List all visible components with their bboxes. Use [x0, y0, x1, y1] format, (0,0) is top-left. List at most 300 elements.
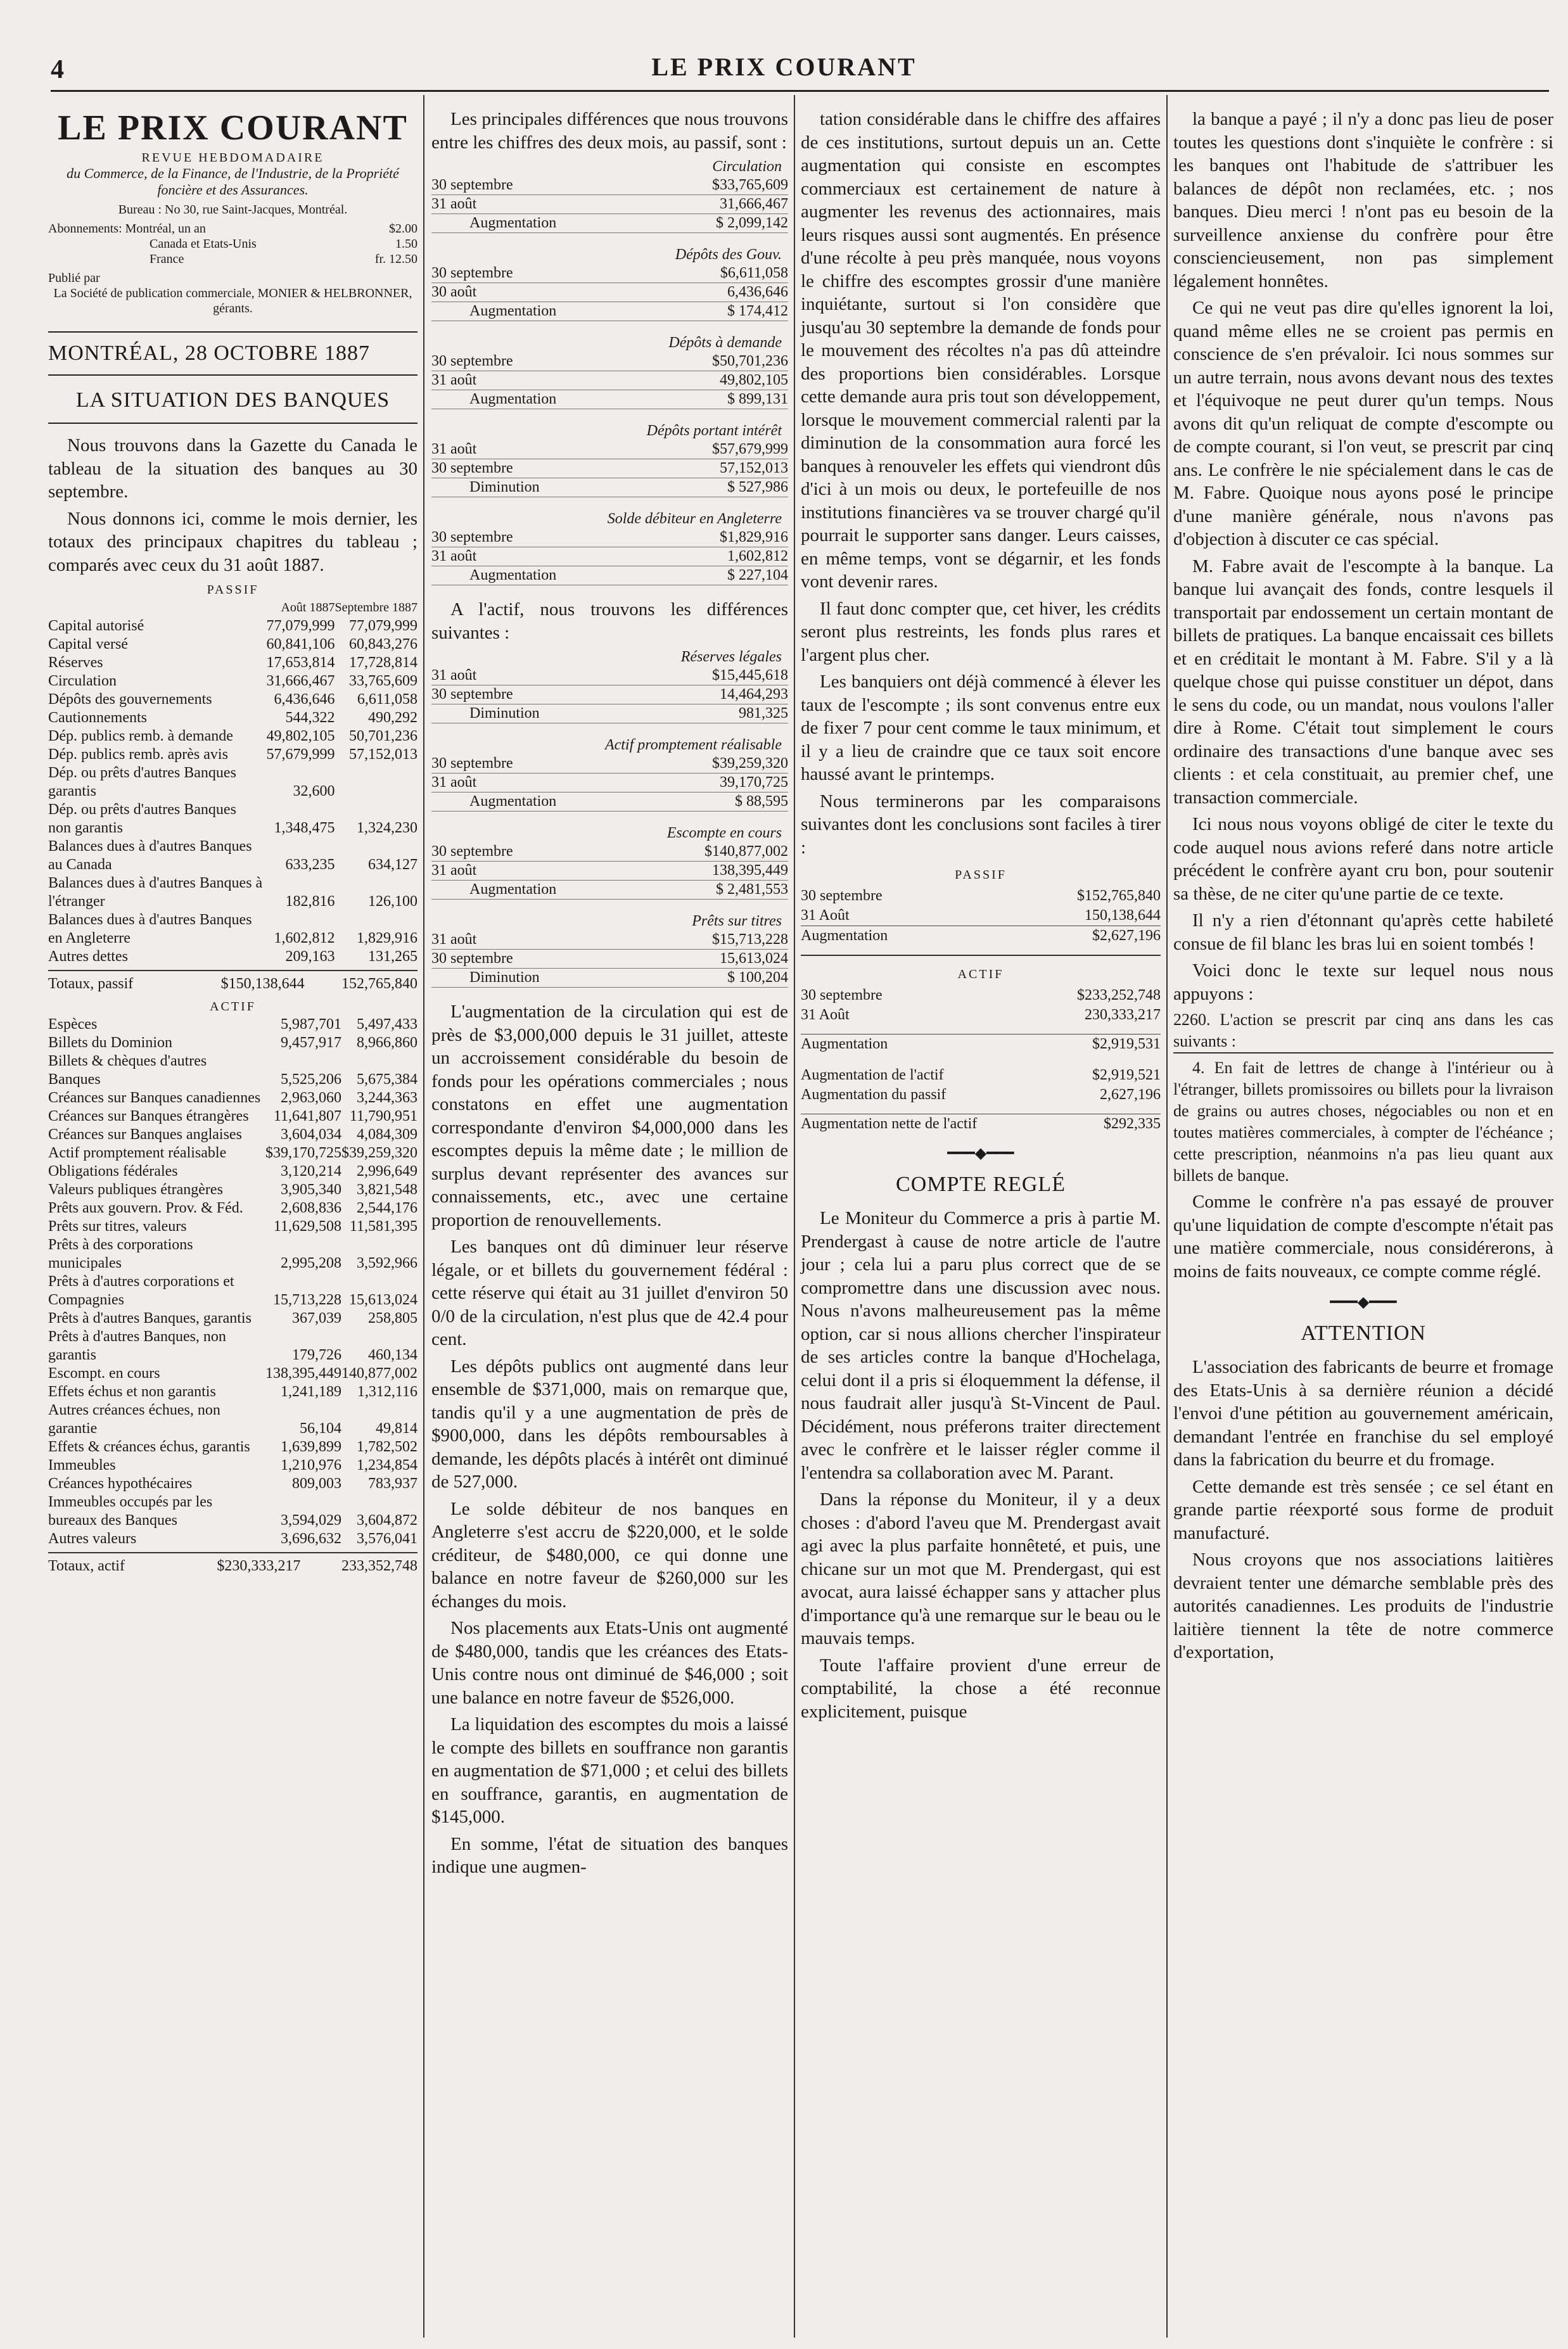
comparison-row [431, 931, 788, 950]
comparison-heading: Dépôts portant intérêt [646, 423, 782, 439]
row-label: 30 septembre [431, 686, 513, 703]
comparison-row [431, 195, 788, 214]
row-value: $1,829,916 [720, 529, 788, 545]
paragraph: En somme, l'état de situation des banques indique une augmen- [431, 1833, 788, 1877]
row-label: 30 août [431, 284, 477, 300]
publisher: La Société de publication commerciale, MONIER & HELBRONNER, gérants. [53, 286, 412, 315]
row-value: 33,765,609 [349, 673, 417, 689]
table-row [48, 837, 417, 874]
result-label: Augmentation [469, 567, 557, 583]
paragraph: tation considérable dans le chiffre des affaires de ces institutions, surtout depuis un an. Cette augmentation qui consiste en escomptes commerciaux est certainement de nature à augmenter les revenus des actionnaires, mais leurs risques aussi sont augmentés. En présence d'une récolte à peu près manquée, nous voyons le chiffre des escomptes grossir d'une manière inquiétante, surtout si l'on considère que jusqu'au 30 septembre la demande de fonds pour le mouvement des récoltes n'a pas dû atteindre des proportions bien considérables. Lorsque cette demande aura pris tout son développement, lorsque le mouvement commercial ralenti par la diminution de la consommation aura forcé les banques à renouveler les effets qui viendront dûs d'ici à un mois ou deux, le portefeuille de nos institutions financières va se trouver chargé qu'il pourrait le supporter sans danger. Leurs caisses, en même temps, vont se dégarnir, et les fonds vont devenir rares. [801, 109, 1161, 592]
row-label: Autres créances échues, non garantie [48, 1402, 220, 1437]
article-title: ATTENTION [1301, 1321, 1426, 1345]
row-value: 3,120,214 [281, 1163, 341, 1180]
row-value: 138,395,449 [712, 862, 788, 879]
table-row [48, 1273, 417, 1309]
paragraph: Le Moniteur du Commerce a pris à partie M. Prendergast à cause de notre article de l'autre jour ; cela lui a paru plus correct que de se compromettre dans une discussion avec nous. Nous n'avons malheureusement pas la même option, car si nous allions chercher l'inspirateur de ses articles contre la banque d'Hochelaga, celui dont il a pris si éloquemment la défense, il nous faudrait aller jusqu'à St-Vincent de Paul. Décidément, nous préferons traiter directement avec le confrère et le laisser régler comme il l'entendra sa collaboration avec M. Parant. [801, 1208, 1161, 1483]
result-value: $ 100,204 [727, 969, 788, 986]
row-label: 31 août [431, 931, 477, 948]
row-label: Espèces [48, 1016, 98, 1033]
result-label: Diminution [469, 705, 540, 722]
column-rule [1166, 95, 1168, 2338]
row-value: 1,602,812 [727, 548, 788, 564]
table-heading: PASSIF [207, 583, 259, 597]
table-row [801, 886, 1161, 906]
comparison-row [431, 352, 788, 371]
column-rule [794, 95, 795, 2338]
row-value: 3,821,548 [357, 1181, 417, 1198]
row-label: 30 septembre [431, 460, 513, 476]
row-value: $39,259,320 [341, 1145, 417, 1161]
col-header: Septembre 1887 [335, 601, 417, 614]
comparison-row [431, 773, 788, 793]
row-value: 367,039 [292, 1310, 341, 1327]
row-value: 11,790,951 [349, 1108, 417, 1124]
table-heading: ACTIF [210, 1000, 256, 1014]
table-row [48, 1107, 417, 1126]
result-value: $ 88,595 [735, 793, 788, 810]
subscription-price: 1.50 [395, 237, 417, 251]
row-value: $2,919,521 [1092, 1067, 1161, 1083]
comparison-result [431, 969, 788, 988]
row-value: 32,600 [293, 783, 335, 799]
subscription-price: $2.00 [389, 222, 417, 236]
header-rule [51, 90, 1549, 92]
row-label: Créances sur Banques canadiennes [48, 1090, 261, 1106]
row-label: Augmentation nette de l'actif [801, 1116, 978, 1132]
total-label: Totaux, passif [48, 976, 134, 992]
row-label: Balances dues à d'autres Banques en Angleterre [48, 912, 252, 946]
code-quotation [1173, 1009, 1553, 1187]
row-value: 57,679,999 [266, 746, 335, 763]
comparison-row [431, 685, 788, 704]
row-label: 31 août [431, 372, 477, 388]
total-value: 152,765,840 [341, 976, 417, 992]
comparison-result [431, 302, 788, 321]
row-value: 15,613,024 [720, 950, 788, 967]
row-label: Actif promptement réalisable [48, 1145, 227, 1161]
row-label: Valeurs publiques étrangères [48, 1181, 223, 1198]
row-value: 4,084,309 [357, 1126, 417, 1143]
row-value: 1,639,899 [281, 1439, 341, 1455]
total-value: 233,352,748 [341, 1558, 417, 1574]
masthead-tagline: du Commerce, de la Finance, de l'Industrie, de la Propriété foncière et des Assurances. [67, 165, 399, 198]
paragraph: L'association des fabricants de beurre et fromage des Etats-Unis à sa dernière réunion a décidé l'envoi d'une pétition au gouvernement américain, demandant l'entrée en franchise du sel employé dans la fabrication du beurre et du fromage. [1173, 1357, 1553, 1470]
row-value [335, 764, 417, 801]
column-rule [423, 95, 424, 2338]
row-label: 31 Août [801, 907, 850, 924]
paragraph: Les banquiers ont déjà commencé à élever les taux de l'escompte ; ils sont convenus entre eux de fixer 7 pour cent comme le taux minimum, et il y a lieu de craindre que ce taux soit encore haussé avant le printemps. [801, 672, 1161, 784]
table-row [48, 1199, 417, 1218]
column-4-text-b [1173, 1190, 1553, 1283]
comparison-row [431, 547, 788, 566]
column-2 [428, 95, 792, 2338]
comparison-result [431, 566, 788, 585]
table-row [48, 1493, 417, 1530]
actif-total [48, 1557, 417, 1576]
code-intro: 2260. L'action se prescrit par cinq ans dans les cas suivants : [1173, 1009, 1553, 1054]
table-row [48, 1557, 417, 1576]
row-value: 3,604,034 [281, 1126, 341, 1143]
table-row [48, 1383, 417, 1401]
table-row [48, 635, 417, 654]
comparison-row [431, 862, 788, 881]
summary-table [801, 865, 1161, 1134]
row-label: 30 septembre [431, 950, 513, 967]
result-label: Augmentation [469, 391, 557, 407]
row-value: 3,905,340 [281, 1181, 341, 1198]
row-value: 1,241,189 [281, 1384, 341, 1400]
row-label: Créances sur Banques étrangères [48, 1108, 249, 1124]
passif-comparisons [431, 158, 788, 585]
row-label: Prêts aux gouvern. Prov. & Féd. [48, 1200, 243, 1216]
result-value: $ 527,986 [727, 479, 788, 495]
row-value: $140,877,002 [704, 843, 788, 860]
row-value: 39,170,725 [720, 774, 788, 791]
code-item: 4. En fait de lettres de change à l'intérieur ou à l'étranger, billets promissoires ou billets pour la livraison de grains ou autres choses, négociables ou non et en toutes matières commerciales, à compter de l'échéance ; cette prescription, néanmoins n'a pas lieu quant aux billets de banque. [1173, 1059, 1553, 1185]
result-value: $ 174,412 [727, 303, 788, 319]
table-row [48, 1144, 417, 1162]
row-label: Prêts à des corporations municipales [48, 1237, 193, 1271]
comparison-result [431, 214, 788, 233]
article-title: LA SITUATION DES BANQUES [75, 388, 390, 412]
row-value: $233,252,748 [1077, 987, 1161, 1003]
table-row [48, 709, 417, 727]
row-value: 179,726 [292, 1347, 341, 1363]
column-4-text-c [1173, 1356, 1553, 1664]
row-label: Augmentation [801, 1036, 888, 1052]
paragraph: M. Fabre avait de l'escompte à la banque. La banque lui avançait des fonds, contre lesquels il transportait par endossement un certain montant de billets de pratiques. La banque encaissait ces billets et en créditait le montant à M. Fabre. S'il y a là quelque chose qui puisse constituer un dépot, dans le sens du code, ou un mandat, nous voulons l'aller dire à Rome. C'était tout simplement le cours ordinaire des transactions d'une banque avec ses clients : et cela constituait, au premier chef, une transaction commerciale. [1173, 556, 1553, 808]
row-value: 634,127 [368, 856, 417, 873]
paragraph: Le solde débiteur de nos banques en Angleterre s'est accru de $220,000, et le solde créditeur, de $480,000, ce qui donne une balance en notre faveur de $260,000 sur les échanges du mois. [431, 1498, 788, 1612]
comparison-row [431, 459, 788, 478]
row-value: $57,679,999 [712, 441, 788, 457]
row-value: 138,395,449 [265, 1365, 341, 1382]
row-value: 209,163 [285, 948, 335, 965]
table-header-row [48, 599, 417, 617]
row-value: $2,919,531 [1092, 1036, 1161, 1052]
row-value: 3,594,029 [281, 1512, 341, 1529]
row-label: 31 août [431, 774, 477, 791]
masthead-title: LE PRIX COURANT [58, 108, 408, 148]
table-row [48, 691, 417, 709]
comparison-heading: Circulation [712, 158, 782, 175]
paragraph: Les banques ont dû diminuer leur réserve légale, or et billets du gouvernement fédéral : cette réserve qui était au 31 juillet d'environ 50 0/0 de la circulation, n'est plus que de 42.4 pour cent. [431, 1237, 788, 1349]
row-label: Dép. publics remb. après avis [48, 746, 228, 763]
comparison-heading: Escompte en cours [666, 825, 782, 841]
paragraph: La liquidation des escomptes du mois a laissé le compte des billets en souffrance non garantis en augmentation de $71,000 ; et celui des billets en souffrance, garantis, en augmentation de $145,000. [431, 1714, 788, 1827]
row-label: Obligations fédérales [48, 1163, 178, 1180]
row-value: 3,604,872 [357, 1512, 417, 1529]
table-row [48, 1034, 417, 1052]
subscription-label: Canada et Etats-Unis [150, 237, 257, 251]
row-value: 2,963,060 [281, 1090, 341, 1106]
actif-table [48, 1015, 417, 1548]
table-row [48, 746, 417, 764]
table-row [48, 1530, 417, 1548]
row-value: 5,675,384 [357, 1071, 417, 1088]
table-row [801, 1114, 1161, 1134]
table-row [48, 1365, 417, 1383]
comparison-row [431, 754, 788, 773]
passif-table [48, 599, 417, 966]
table-row [801, 1005, 1161, 1025]
table-row [48, 1181, 417, 1199]
row-label: Effets échus et non garantis [48, 1384, 216, 1400]
row-value: 50,701,236 [349, 728, 417, 744]
row-value: 57,152,013 [349, 746, 417, 763]
row-label: Circulation [48, 673, 117, 689]
row-label: 31 août [431, 548, 477, 564]
row-label: Billets du Dominion [48, 1034, 173, 1051]
row-value: 3,592,966 [357, 1255, 417, 1271]
paragraph: Comme le confrère n'a pas essayé de prouver qu'une liquidation de compte d'escompte n'était pas une matière commerciale, nous considérerons, à moins de faits nouveaux, ce compte comme réglé. [1173, 1192, 1553, 1282]
table-row [48, 1015, 417, 1034]
row-label: Autres valeurs [48, 1531, 137, 1547]
comparison-row [431, 176, 788, 195]
row-value: 14,464,293 [720, 686, 788, 703]
paragraph: A l'actif, nous trouvons les différences suivantes : [431, 599, 788, 643]
row-label: Escompt. en cours [48, 1365, 160, 1382]
comparison-heading: Réserves légales [680, 649, 782, 665]
comparison-heading: Dépôts à demande [668, 334, 782, 351]
summary-heading: PASSIF [955, 868, 1007, 882]
row-label: Augmentation du passif [801, 1086, 947, 1103]
row-value: $2,627,196 [1092, 927, 1161, 944]
row-value: 809,003 [292, 1475, 341, 1492]
table-row [801, 1085, 1161, 1105]
row-value: 60,841,106 [266, 636, 335, 652]
table-row [48, 1328, 417, 1365]
row-value: 2,544,176 [357, 1200, 417, 1216]
table-row [48, 1309, 417, 1328]
ornament-divider: ━━━◆━━━ [1330, 1294, 1397, 1311]
row-value: 60,843,276 [349, 636, 417, 652]
row-label: 31 Août [801, 1007, 850, 1023]
row-value: 783,937 [368, 1475, 417, 1492]
row-value: $39,259,320 [712, 755, 788, 772]
actif-comparisons [431, 648, 788, 988]
row-value: 31,666,467 [720, 196, 788, 212]
result-value: $ 2,099,142 [716, 215, 788, 231]
result-value: $ 899,131 [727, 391, 788, 407]
row-label: Dép. publics remb. à demande [48, 728, 233, 744]
row-value: 6,436,646 [274, 691, 335, 708]
row-value: 2,995,208 [281, 1255, 341, 1271]
summary-heading: ACTIF [957, 967, 1004, 981]
paragraph: Il n'y a rien d'étonnant qu'après cette habileté consue de fil blanc les bras lui en soient tombés ! [1173, 910, 1553, 954]
paragraph: Nous trouvons dans la Gazette du Canada le tableau de la situation des banques au 30 septembre. [48, 435, 417, 502]
paragraph: Ce qui ne veut pas dire qu'elles ignorent la loi, quand même elles ne se croient pas permis en conscience de s'en prévaloir. Ici nous sommes sur un autre terrain, nous avons devant nous des textes et l'équivoque ne peut durer qu'un temps. Nous avons dit qu'un reliquat de compte d'escompte ou de compte courant, si l'on veut, se prescrit par cinq ans. Le confrère le nie spécialement dans le cas de M. Fabre. Quoique nous ayons posé le principe d'une manière générale, nous n'avons pas d'objection à discuter ce cas spécial. [1173, 298, 1553, 549]
column-4-text [1173, 108, 1553, 1005]
table-row [801, 986, 1161, 1005]
comparison-heading: Solde débiteur en Angleterre [607, 511, 782, 527]
row-label: 31 août [431, 441, 477, 457]
row-value: 126,100 [368, 893, 417, 910]
row-label: Capital versé [48, 636, 128, 652]
row-label: 30 septembre [431, 755, 513, 772]
result-label: Augmentation [469, 793, 557, 810]
paragraph: Nous donnons ici, comme le mois dernier, les totaux des principaux chapitres du tableau ; comparés avec ceux du 31 août 1887. [48, 508, 417, 575]
row-label: 31 août [431, 667, 477, 684]
table-row [801, 1066, 1161, 1085]
row-label: 30 septembre [431, 843, 513, 860]
row-value: 3,696,632 [281, 1531, 341, 1547]
table-row [48, 975, 417, 993]
row-value: 3,576,041 [357, 1531, 417, 1547]
row-value: 49,814 [376, 1420, 417, 1437]
row-value: 77,079,999 [266, 618, 335, 634]
column-2-text [431, 1000, 788, 1879]
running-title: LE PRIX COURANT [651, 53, 917, 81]
table-row [48, 1126, 417, 1144]
paragraph: Dans la réponse du Moniteur, il y a deux choses : d'abord l'aveu que M. Prendergast avait agi avec la plus parfaite honnêteté, et puis, une chicane sur un mot que M. Prendergast, qui est avocat, aura laissé échapper sans y attacher plus d'importance qu'à une remarque sur le beau ou le mauvais temps. [801, 1489, 1161, 1648]
row-label: Billets & chèques d'autres Banques [48, 1053, 207, 1088]
masthead-subtitle: REVUE HEBDOMADAIRE [141, 151, 324, 165]
table-row [48, 1401, 417, 1438]
row-value: 2,996,649 [357, 1163, 417, 1180]
row-value: 6,436,646 [727, 284, 788, 300]
row-value: 17,728,814 [349, 654, 417, 671]
row-label: Cautionnements [48, 710, 147, 726]
row-value: 230,333,217 [1085, 1007, 1161, 1023]
row-label: 30 septembre [801, 888, 883, 904]
row-value: 2,627,196 [1100, 1086, 1161, 1103]
row-label: Réserves [48, 654, 103, 671]
row-value: 6,611,058 [357, 691, 417, 708]
col-header: Août 1887 [281, 601, 335, 614]
row-value: 2,608,836 [281, 1200, 341, 1216]
row-label: Prêts à d'autres corporations et Compagnies [48, 1273, 234, 1308]
row-value: 1,234,854 [357, 1457, 417, 1474]
result-label: Diminution [469, 969, 540, 986]
row-value: 8,966,860 [357, 1034, 417, 1051]
result-label: Diminution [469, 479, 540, 495]
result-value: $ 227,104 [727, 567, 788, 583]
article-title: COMPTE REGLÉ [896, 1173, 1066, 1196]
row-label: Prêts à d'autres Banques, non garantis [48, 1328, 226, 1363]
result-value: 981,325 [739, 705, 788, 722]
row-value: 460,134 [368, 1347, 417, 1363]
table-row [48, 1475, 417, 1493]
table-row [801, 906, 1161, 926]
row-value: 3,244,363 [357, 1090, 417, 1106]
table-row [48, 1162, 417, 1181]
comparison-result [431, 704, 788, 723]
row-value: 150,138,644 [1085, 907, 1161, 924]
row-label: Balances dues à d'autres Banques au Canada [48, 838, 252, 873]
row-value: 5,497,433 [357, 1016, 417, 1033]
row-value: $39,170,725 [265, 1145, 341, 1161]
table-row [48, 764, 417, 801]
paragraph: Nous terminerons par les comparaisons suivantes dont les conclusions sont faciles à tirer : [801, 791, 1161, 858]
row-value: 131,265 [368, 948, 417, 965]
table-row [48, 1218, 417, 1236]
row-value: $6,611,058 [720, 265, 788, 281]
row-value: 15,713,228 [273, 1292, 341, 1308]
row-value: 258,805 [368, 1310, 417, 1327]
comparison-row [431, 666, 788, 685]
row-value: 9,457,917 [281, 1034, 341, 1051]
row-label: Créances hypothécaires [48, 1475, 193, 1492]
paragraph: Toute l'affaire provient d'une erreur de comptabilité, la chose a été reconnue explicitement, puisque [801, 1655, 1161, 1722]
paragraph: la banque a payé ; il n'y a donc pas lieu de poser toutes les questions dont s'inquiète le confrère : si les banques ont l'habitude de s'attribuer les balances de dépôt non reclamées, etc. ; nos banques. Dieu merci ! n'ont pas eu besoin de la surveillence anxiense du confrère pour être consciencieusement, non pas simplement légalement honnêtes. [1173, 109, 1553, 291]
paragraph: Les dépôts publics ont augmenté dans leur ensemble de $371,000, mais on remarque que, tandis qu'il y a une augmentation de près de $900,000, dans les dépôts remboursables à demande, les dépôts placés à intérêt ont diminué de 527,000. [431, 1356, 788, 1492]
table-row [801, 1034, 1161, 1054]
subscription-label: Abonnements: Montréal, un an [48, 222, 206, 236]
row-value: 1,602,812 [274, 930, 335, 946]
row-label: 30 septembre [431, 265, 513, 281]
paragraph: Voici donc le texte sur lequel nous nous appuyons : [1173, 960, 1553, 1004]
row-value: 15,613,024 [349, 1292, 417, 1308]
row-value: 17,653,814 [266, 654, 335, 671]
comparison-row [431, 528, 788, 547]
result-label: Augmentation [469, 303, 557, 319]
subscriptions [48, 221, 417, 267]
row-value: 1,348,475 [274, 820, 335, 836]
row-label: 30 septembre [431, 177, 513, 193]
paragraph: Les principales différences que nous trouvons entre les chiffres des deux mois, au passif, sont : [431, 109, 788, 153]
row-value: 1,782,502 [357, 1439, 417, 1455]
row-label: 30 septembre [801, 987, 883, 1003]
ornament-divider: ━━━◆━━━ [947, 1145, 1014, 1162]
row-value: $152,765,840 [1077, 888, 1161, 904]
column-3 [797, 95, 1164, 2338]
comparison-result [431, 881, 788, 900]
total-value: $150,138,644 [220, 976, 305, 992]
row-label: Immeubles occupés par les bureaux des Banques [48, 1494, 213, 1529]
table-row [48, 1236, 417, 1273]
row-label: Balances dues à d'autres Banques à l'étranger [48, 875, 263, 910]
table-row [48, 874, 417, 911]
row-value: $15,713,228 [712, 931, 788, 948]
comparison-row [431, 843, 788, 862]
table-row [48, 672, 417, 691]
row-value: 56,104 [300, 1420, 341, 1437]
passif-total [48, 975, 417, 993]
subscription-label: France [150, 252, 184, 266]
row-value: 1,829,916 [357, 930, 417, 946]
row-value: 5,525,206 [281, 1071, 341, 1088]
paragraph: Nous croyons que nos associations laitières devraient tenter une démarche semblable près des autorités canadiennes. Les produits de l'industrie laitière tiennent la tête de notre commerce d'exportation, [1173, 1550, 1553, 1662]
page-header [0, 0, 1568, 95]
paragraph: Il faut donc compter que, cet hiver, les crédits seront plus restreints, les fonds plus rares et l'argent plus cher. [801, 598, 1161, 665]
row-value: $50,701,236 [712, 353, 788, 369]
paragraph: Ici nous nous voyons obligé de citer le texte du code auquel nous avions referé dans notre article précédent le confrère ayant cru bon, pour soutenir sa thèse, de ne citer qu'une partie de ce texte. [1173, 814, 1553, 904]
row-label: Immeubles [48, 1457, 116, 1474]
row-value: 1,312,116 [357, 1384, 417, 1400]
comparison-row [431, 283, 788, 302]
row-value: 77,079,999 [349, 618, 417, 634]
table-row [48, 948, 417, 966]
row-value: 11,641,807 [273, 1108, 341, 1124]
subscription-price: fr. 12.50 [374, 252, 417, 266]
row-value: 544,322 [285, 710, 335, 726]
row-value: $15,445,618 [712, 667, 788, 684]
row-value: 5,987,701 [281, 1016, 341, 1033]
paragraph: Cette demande est très sensée ; ce sel étant en grande partie réexporté sous forme de produit manufacturé. [1173, 1476, 1553, 1543]
row-label: Effets & créances échus, garantis [48, 1439, 250, 1455]
result-label: Augmentation [469, 881, 557, 898]
comparison-row [431, 950, 788, 969]
comparison-heading: Actif promptement réalisable [604, 737, 782, 753]
masthead-bureau: Bureau : No 30, rue Saint-Jacques, Montréal. [118, 203, 348, 217]
table-row [48, 1438, 417, 1456]
table-row [48, 654, 417, 672]
table-row [48, 617, 417, 635]
row-label: Prêts à d'autres Banques, garantis [48, 1310, 252, 1327]
row-label: Dép. ou prêts d'autres Banques non garantis [48, 801, 236, 836]
